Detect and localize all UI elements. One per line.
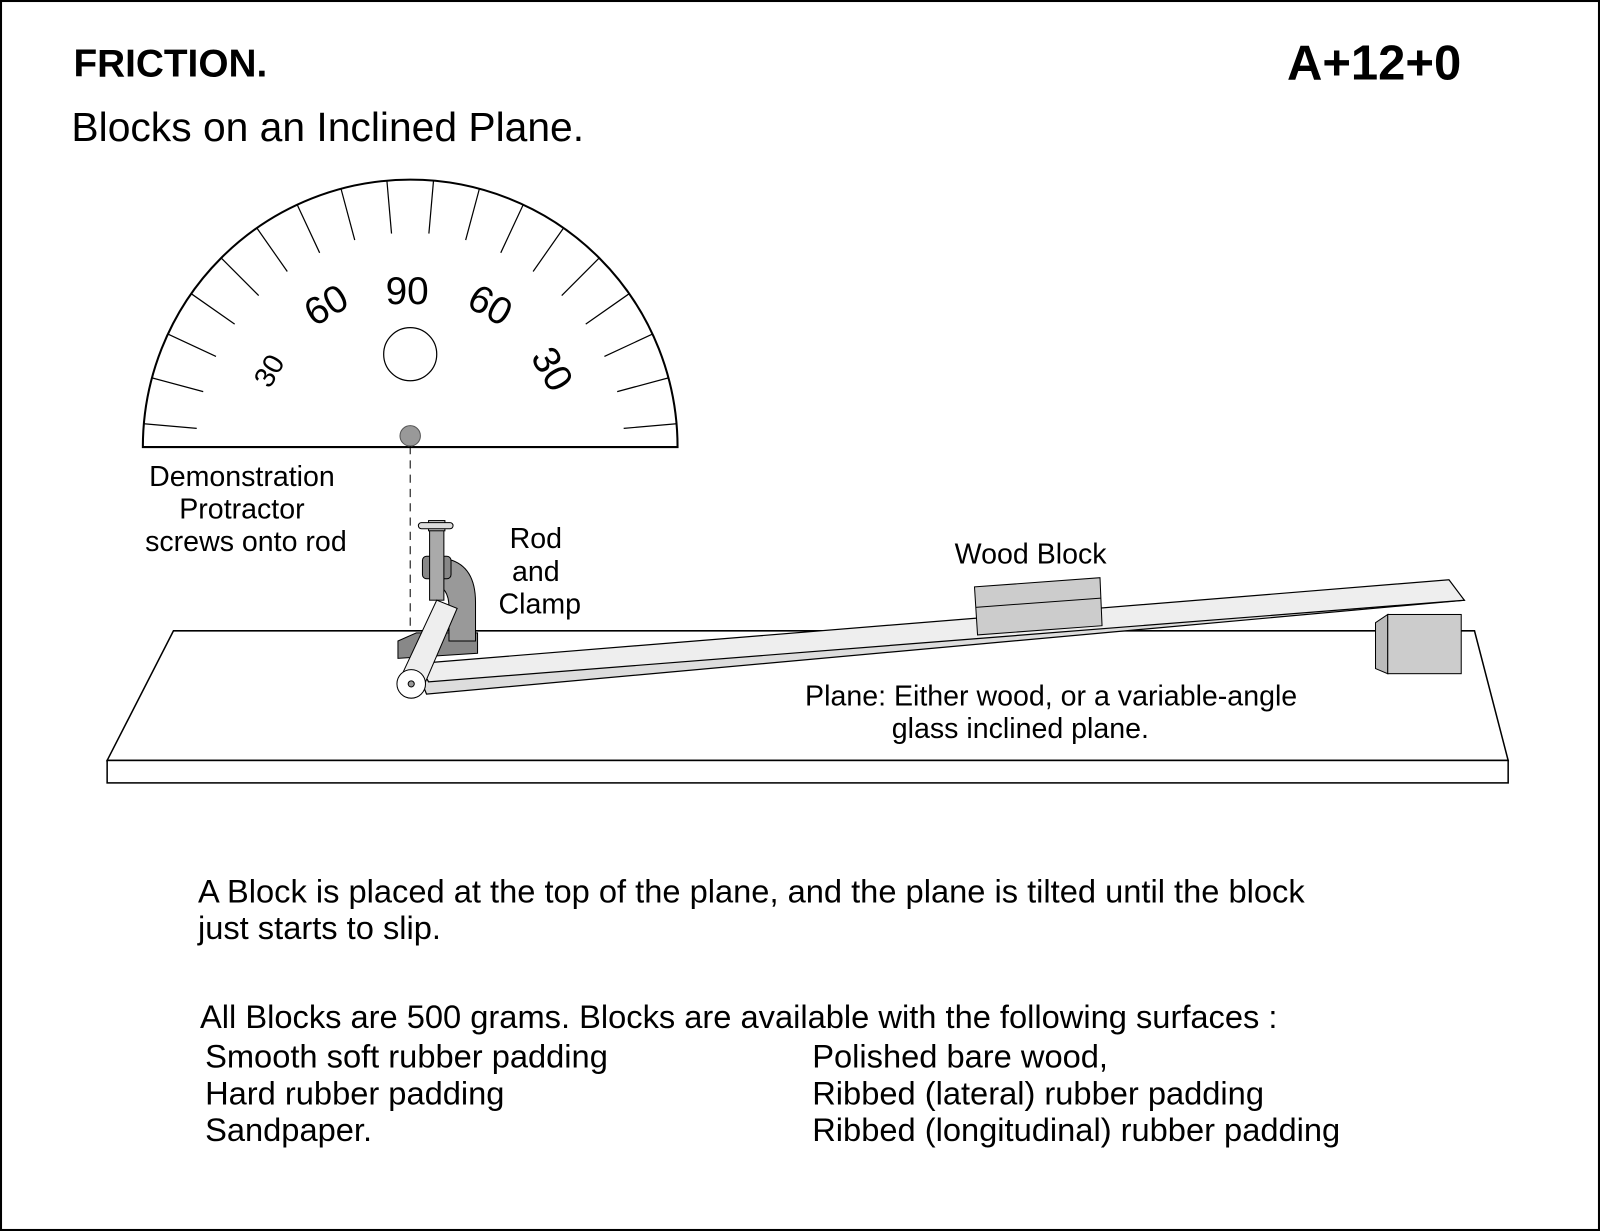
center-hole	[384, 328, 437, 381]
description-line-3: All Blocks are 500 grams. Blocks are available with the following surfaces :	[200, 997, 1278, 1035]
title: FRICTION.	[73, 42, 268, 86]
scale-label-90: 90	[385, 270, 429, 314]
pivot-screw	[400, 426, 420, 446]
scale-label-30-right: 30	[522, 339, 582, 399]
surfaces-right-list: Polished bare wood, Ribbed (lateral) rubber padding Ribbed (longitudinal) rubber padding	[812, 1037, 1341, 1149]
scale-label-30-left: 30	[247, 349, 292, 393]
code: A+12+0	[1286, 36, 1462, 91]
block-label: Wood Block	[954, 538, 1107, 571]
plane-label: Plane: Either wood, or a variable-angle glass inclined plane.	[805, 680, 1298, 745]
description-line-2: just starts to slip.	[197, 909, 441, 947]
clamp-label: Rod and Clamp	[498, 523, 582, 621]
wood-block	[974, 578, 1102, 635]
subtitle: Blocks on an Inclined Plane.	[71, 103, 585, 150]
scale-label-60-right: 60	[460, 276, 520, 336]
protractor-label: Demonstration Protractor screws onto rod	[145, 460, 347, 559]
scale-label-60-left: 60	[296, 276, 356, 336]
surfaces-left-list: Smooth soft rubber padding Hard rubber padding Sandpaper.	[205, 1037, 608, 1149]
support-block	[1376, 614, 1462, 673]
description-line-1: A Block is placed at the top of the plane, and the plane is tilted until the block	[197, 872, 1305, 910]
